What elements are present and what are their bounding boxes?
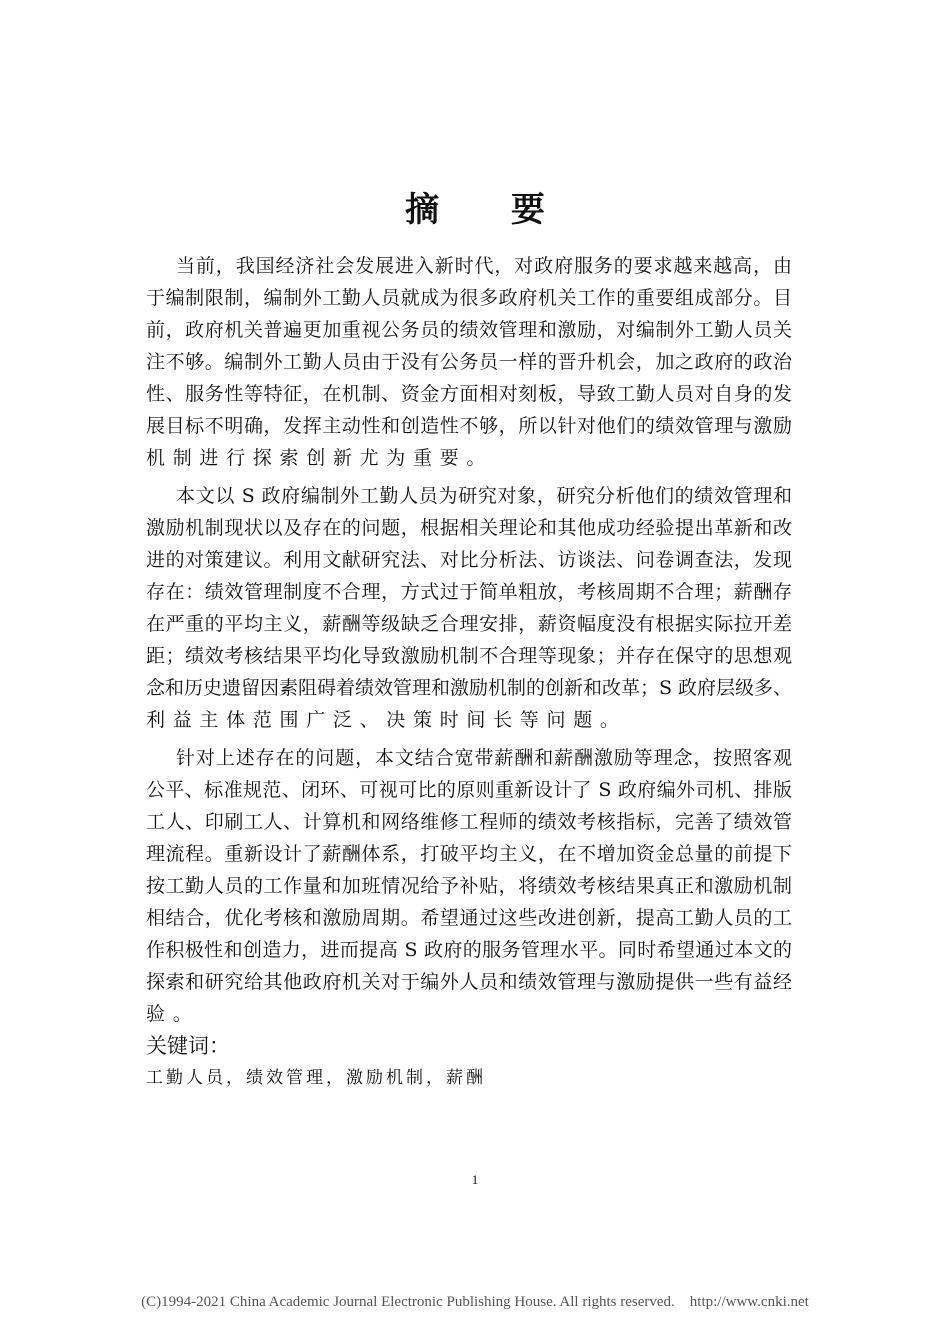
text-line: 验。	[146, 1003, 200, 1025]
text-line: 性、服务性等特征，在机制、资金方面相对刻板，导致工勤人员对自身的发	[146, 383, 792, 405]
page-number: 1	[471, 1172, 479, 1187]
text-line: 距；绩效考核结果平均化导致激励机制不合理等现象；并存在保守的思想观	[146, 645, 792, 667]
text-line: 理流程。重新设计了薪酬体系，打破平均主义，在不增加资金总量的前提下	[146, 843, 792, 865]
text-line: 进的对策建议。利用文献研究法、对比分析法、访谈法、问卷调查法，发现	[146, 549, 792, 571]
text-line: 公平、标准规范、闭环、可视可比的原则重新设计了 S 政府编外司机、排版	[146, 779, 792, 801]
text-line: 念和历史遗留因素阻碍着绩效管理和激励机制的创新和改革；S 政府层级多、	[146, 677, 793, 699]
text-line: 激励机制现状以及存在的问题，根据相关理论和其他成功经验提出革新和改	[146, 517, 792, 539]
text-line: 展目标不明确，发挥主动性和创造性不够，所以针对他们的绩效管理与激励	[146, 415, 792, 437]
text-line: 针对上述存在的问题，本文结合宽带薪酬和薪酬激励等理念，按照客观	[176, 747, 792, 769]
text-line: 注不够。编制外工勤人员由于没有公务员一样的晋升机会，加之政府的政治	[146, 351, 792, 373]
text-line: 当前，我国经济社会发展进入新时代，对政府服务的要求越来越高，由	[176, 255, 792, 277]
text-line: 于编制限制，编制外工勤人员就成为很多政府机关工作的重要组成部分。目	[146, 287, 792, 309]
text-line: 作积极性和创造力，进而提高 S 政府的服务管理水平。同时希望通过本文的	[146, 939, 792, 961]
text-line: 相结合，优化考核和激励周期。希望通过这些改进创新，提高工勤人员的工	[146, 907, 792, 929]
text-line: 机制进行探索创新尤为重要。	[146, 447, 494, 469]
abstract-body	[146, 250, 792, 1094]
text-line: 本文以 S 政府编制外工勤人员为研究对象，研究分析他们的绩效管理和	[176, 485, 792, 507]
keywords: 工勤人员，绩效管理，激励机制，薪酬	[146, 1068, 486, 1088]
text-line: 在严重的平均主义，薪酬等级缺乏合理安排，薪资幅度没有根据实际拉开差	[146, 613, 792, 635]
keywords-label: 关键词：	[146, 1034, 230, 1058]
copyright-footer: (C)1994-2021 China Academic Journal Electronic Publishing House. All rights reserved. http://www.cnki.net	[141, 1294, 809, 1310]
text-line: 探索和研究给其他政府机关对于编外人员和绩效管理与激励提供一些有益经	[146, 971, 792, 993]
paragraph-3	[146, 742, 792, 1030]
paragraph-2	[146, 480, 792, 736]
text-line: 工人、印刷工人、计算机和网络维修工程师的绩效考核指标，完善了绩效管	[146, 811, 792, 833]
text-line: 利益主体范围广泛、决策时间长等问题。	[146, 709, 627, 731]
paragraph-1	[146, 250, 792, 474]
text-line: 存在：绩效管理制度不合理，方式过于简单粗放，考核周期不合理；薪酬存	[146, 581, 792, 603]
text-line: 前，政府机关普遍更加重视公务员的绩效管理和激励，对编制外工勤人员关	[146, 319, 792, 341]
page-title: 摘 要	[405, 190, 575, 230]
text-line: 按工勤人员的工作量和加班情况给予补贴，将绩效考核结果真正和激励机制	[146, 875, 792, 897]
